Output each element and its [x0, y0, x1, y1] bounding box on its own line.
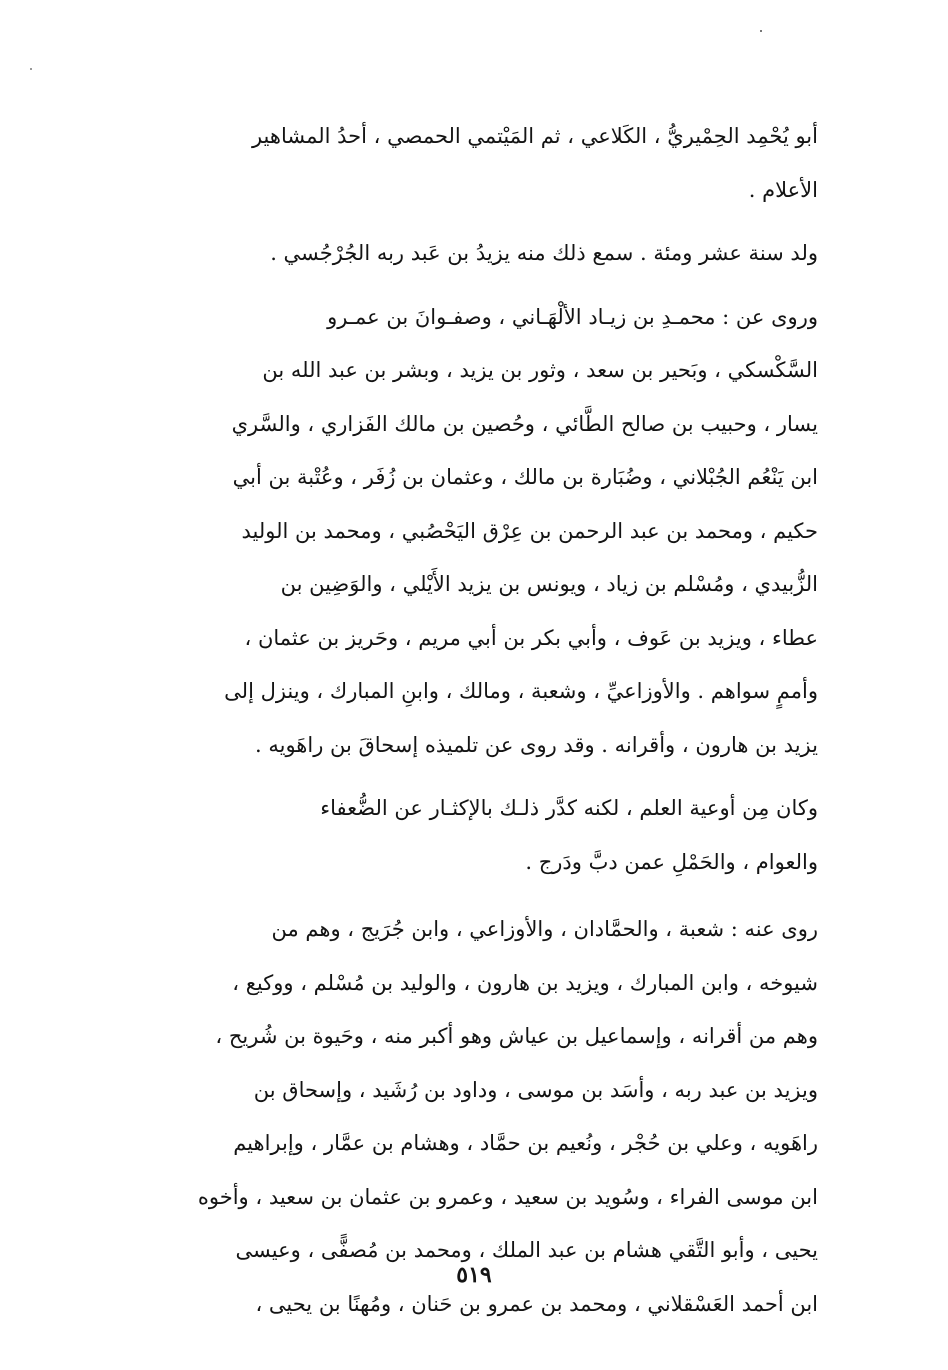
paragraph-narrated-from — [158, 291, 818, 773]
paragraph-assessment — [158, 782, 818, 889]
text-line: وروى عن : محمـدِ بن زيـاد الألْهَـاني ، وصفـوانَ بن عمـرو — [327, 304, 818, 329]
text-line: يزيد بن هارون ، وأقرانه . وقد روى عن تلميذه إسحاقَ بن راهَويه . — [254, 732, 818, 757]
text-line: حكيم ، ومحمد بن عبد الرحمن بن عِرْق اليَحْصُبي ، ومحمد بن الوليد — [241, 518, 818, 543]
text-line: وأممٍ سواهم . والأوزاعيِّ ، وشعبة ، ومالك ، وابنِ المبارك ، وينزل إلى — [224, 679, 818, 703]
text-line: ويزيد بن عبد ربه ، وأسَد بن موسى ، وداود بن رُشَيد ، وإسحاق بن — [253, 1077, 818, 1102]
text-line: راهَويه ، وعلي بن حُجْر ، ونُعيم بن حمَّاد ، وهشام بن عمَّار ، وإبراهيم — [233, 1131, 818, 1155]
text-line: السَّكْسكي ، وبَحير بن سعد ، وثور بن يزيد ، وبشر بن عبد الله بن — [262, 358, 818, 382]
text-line: روى عنه : شعبة ، والحمَّادان ، والأوزاعي ، وابن جُرَيج ، وهم من — [271, 917, 818, 941]
text-line: يحيى ، وأبو التَّقي هشام بن عبد الملك ، ومحمد بن مُصفًّى ، وعيسى — [235, 1238, 818, 1262]
text-line: وهم من أقرانه ، وإسماعيل بن عياش وهو أكبر منه ، وحَيوة بن شُريح ، — [215, 1024, 818, 1048]
text-line: الزُّبيدي ، ومُسْلم بن زياد ، ويونس بن يزيد الأَيْلي ، والوَضِين بن — [280, 572, 818, 596]
text-line: ابن موسى الفراء ، وسُويد بن سعيد ، وعمرو بن عثمان بن سعيد ، وأخوه — [197, 1184, 818, 1209]
page-number: ٥١٩ — [456, 1262, 492, 1288]
text-line: شيوخه ، وابن المبارك ، ويزيد بن هارون ، والوليد بن مُسْلم ، ووكيع ، — [232, 970, 818, 995]
text-line: وكان مِن أوعية العلم ، لكنه كدَّر ذلـك بالإكثـار عن الضُّعفاء — [320, 796, 818, 820]
text-line: ابن يَنْعُم الجُبْلاني ، وضُبَارة بن مالك ، وعثمان بن زُفَر ، وعُتْبة بن أبي — [232, 465, 818, 489]
text-line: والعوام ، والحَمْلِ عمن دبَّ ودَرج . — [525, 849, 818, 874]
scan-speck — [30, 68, 32, 70]
text-line: الأعلام . — [748, 177, 818, 202]
text-line: أبو يُحْمِد الحِمْيريُّ ، الكَلاعي ، ثم المَيْتمي الحمصي ، أحدُ المشاهير — [251, 124, 818, 148]
text-line: ولد سنة عشر ومئة . سمع ذلك منه يزيدُ بن عَبد ربه الجُرْجُسي . — [270, 241, 818, 265]
text-line: عطاء ، ويزيد بن عَوف ، وأبي بكر بن أبي مريم ، وحَريز بن عثمان ، — [244, 625, 818, 650]
text-line: ابن أحمد العَسْقلاني ، ومحمد بن عمرو بن حَنان ، ومُهنًا بن يحيى ، — [255, 1291, 818, 1316]
paragraph-birth — [158, 227, 818, 281]
body-text — [158, 110, 818, 1331]
scan-speck — [760, 30, 762, 32]
text-line: يسار ، وحبيب بن صالح الطَّائي ، وحُصين بن مالك الفَزاري ، والسَّري — [231, 411, 818, 436]
paragraph-intro — [158, 110, 818, 217]
